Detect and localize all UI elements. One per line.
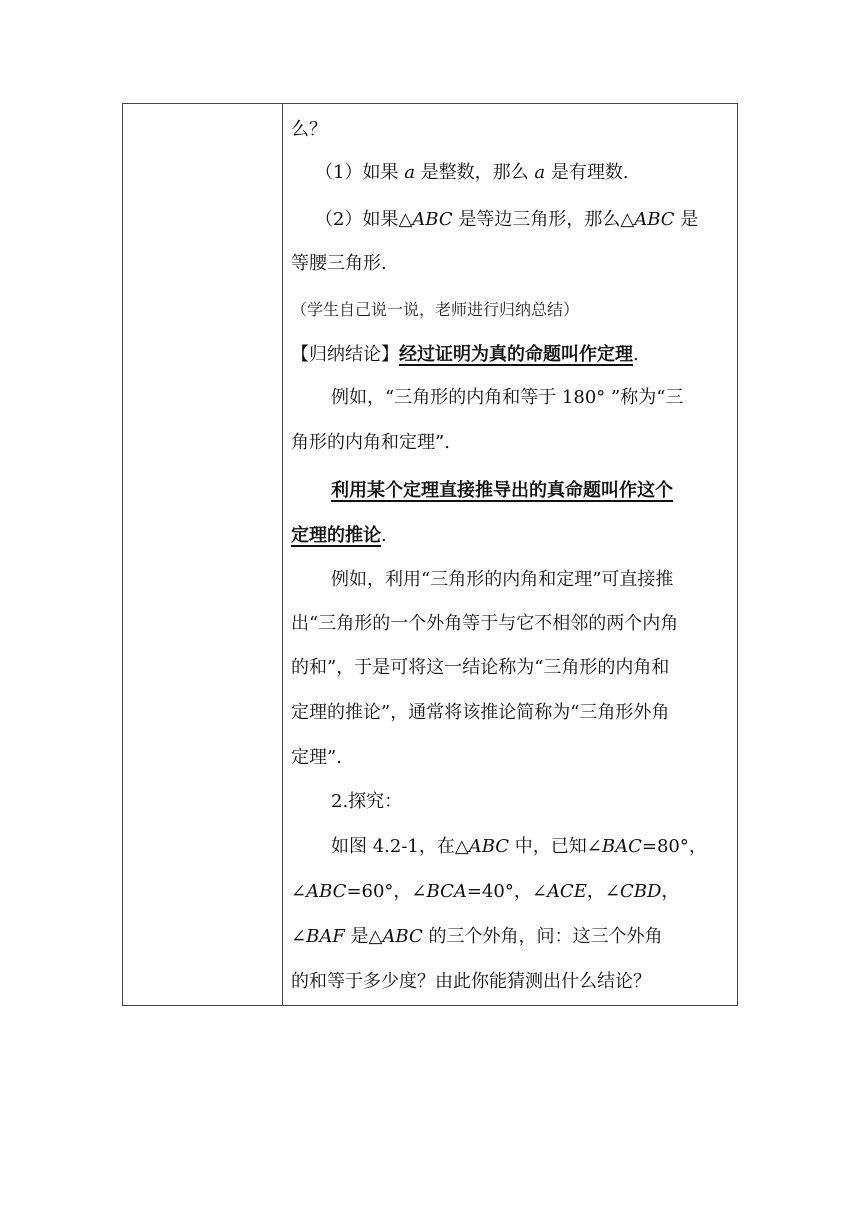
- column-divider: [282, 104, 283, 1005]
- text-line: 如图 4.2-1，在△ABC 中，已知∠BAC=80°，: [331, 836, 707, 857]
- example-2: （2）如果△ABC 是等边三角形，那么△ABC 是: [315, 209, 699, 230]
- lesson-table: [122, 103, 738, 1006]
- text-line: ∠ABC=60°，∠BCA=40°，∠ACE，∠CBD，: [291, 881, 680, 902]
- text-line: 出“三角形的一个外角等于与它不相邻的两个内角: [291, 613, 679, 634]
- text-line: 例如，“三角形的内角和等于 180° ”称为“三: [331, 387, 684, 408]
- text-line: ∠BAF 是△ABC 的三个外角，问：这三个外角: [291, 926, 663, 947]
- text-line: 的和”，于是可将这一结论称为“三角形的内角和: [291, 657, 670, 678]
- text-line: 定理的推论”，通常将该推论简称为“三角形外角: [291, 702, 670, 723]
- example-1: （1）如果 a 是整数，那么 a 是有理数.: [315, 162, 629, 183]
- text-line: 角形的内角和定理”.: [291, 432, 450, 453]
- text-line: 定理”.: [291, 747, 342, 768]
- corollary-definition: 定理的推论.: [291, 525, 387, 546]
- text-line: 么？: [291, 119, 327, 140]
- text-line: 例如，利用“三角形的内角和定理”可直接推: [331, 569, 674, 590]
- text-line: 的和等于多少度？由此你能猜测出什么结论？: [291, 971, 651, 992]
- conclusion-line: 【归纳结论】经过证明为真的命题叫作定理.: [291, 344, 639, 365]
- section-heading: 2.探究：: [331, 791, 403, 812]
- teacher-note: （学生自己说一说，老师进行归纳总结）: [291, 300, 580, 319]
- text-line: 等腰三角形.: [291, 253, 387, 274]
- corollary-definition: 利用某个定理直接推导出的真命题叫作这个: [331, 480, 673, 501]
